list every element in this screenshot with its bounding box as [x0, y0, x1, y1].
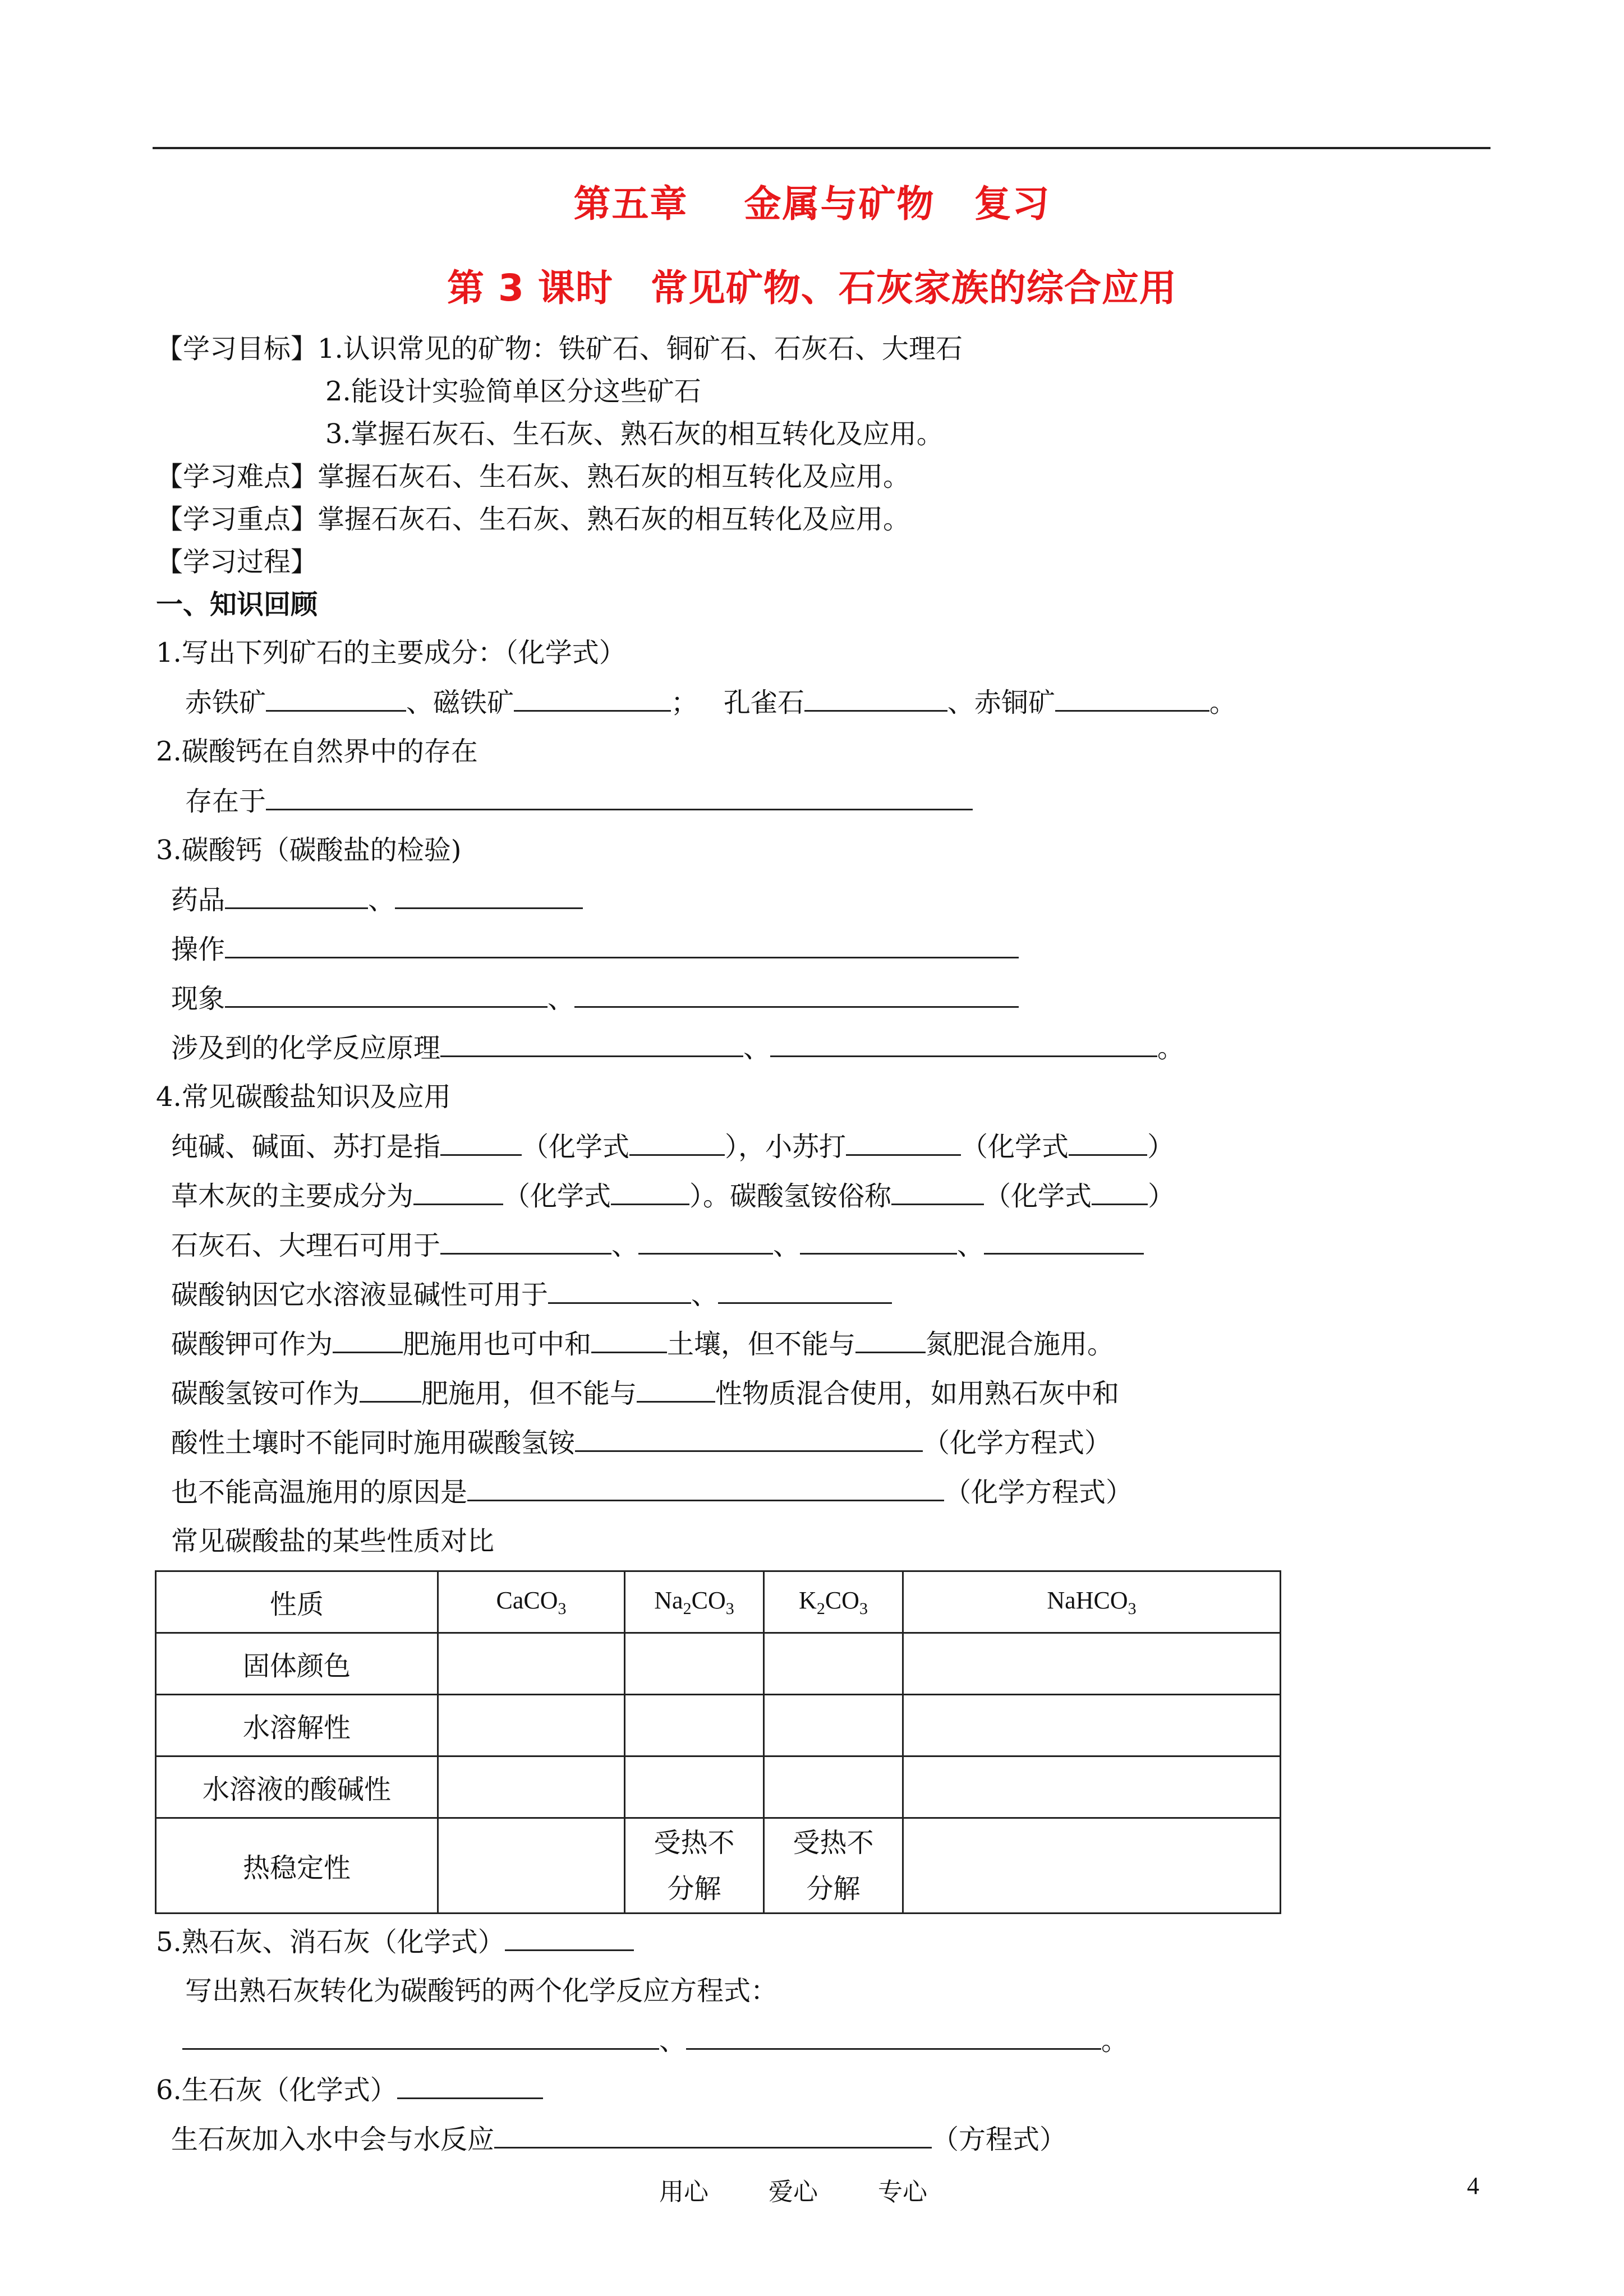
footer-word-2: 爱心: [769, 2178, 818, 2206]
q3-principle: 涉及到的化学反应原理 、 。: [171, 1031, 1184, 1065]
q2-line: 存在于: [185, 784, 973, 818]
header-property: 性质: [156, 1571, 438, 1633]
blank-soda-name[interactable]: [440, 1129, 522, 1156]
cell[interactable]: [903, 1756, 1281, 1818]
carbonate-properties-table: [155, 1570, 1281, 1914]
blank-potash-formula[interactable]: [611, 1179, 689, 1205]
blank-equation-heat[interactable]: [467, 1475, 944, 1501]
cell[interactable]: [903, 1633, 1281, 1695]
footer-word-3: 专心: [878, 2178, 927, 2206]
cell[interactable]: [903, 1818, 1281, 1914]
blank-phenomenon-1[interactable]: [225, 981, 548, 1008]
q5-equations: 、 。: [182, 2023, 1128, 2058]
blank-equation-lime[interactable]: [575, 1426, 923, 1452]
q1-answers: 赤铁矿 、磁铁矿 ； 孔雀石 、赤铜矿 。: [185, 685, 1236, 720]
row-label-acidity: 水溶液的酸碱性: [156, 1756, 438, 1818]
section-knowledge-review: 一、知识回顾: [156, 589, 318, 620]
blank-nitrogen-type[interactable]: [855, 1327, 926, 1353]
blank-equation-1[interactable]: [182, 2023, 659, 2050]
blank-slaked-lime-formula[interactable]: [505, 1925, 634, 1951]
q5-subtitle: 写出熟石灰转化为碳酸钙的两个化学反应方程式：: [185, 1975, 778, 2007]
blank-drug-2[interactable]: [395, 883, 583, 909]
table-header-row: [156, 1571, 1281, 1633]
chapter-number: 第五章: [573, 182, 688, 225]
blank-ammonium-formula[interactable]: [1092, 1179, 1148, 1205]
row-label-color: 固体颜色: [156, 1633, 438, 1695]
q5-title: 5.熟石灰、消石灰（化学式）: [156, 1925, 634, 1959]
q3-operation: 操作: [171, 932, 1019, 966]
key-point-line: 【学习重点】掌握石灰石、生石灰、熟石灰的相互转化及应用。: [156, 504, 910, 535]
q4-line-ammonium-bicarbonate: 碳酸氢铵可作为 肥施用，但不能与 性物质混合使用，如用熟石灰中和: [171, 1376, 1119, 1410]
q4-line-sodium-carbonate: 碳酸钠因它水溶液显碱性可用于 、: [171, 1278, 892, 1312]
blank-na2co3-use-1[interactable]: [548, 1278, 691, 1304]
q4-line-acid-soil: 酸性土壤时不能同时施用碳酸氢铵 （化学方程式）: [171, 1426, 1111, 1460]
footer-word-1: 用心: [659, 2178, 709, 2206]
blank-nh4hco3-fertilizer[interactable]: [360, 1376, 421, 1403]
header-k2co3: $K_2CO_3$: [764, 1571, 903, 1633]
blank-ammonium-name[interactable]: [891, 1179, 984, 1205]
blank-soda-formula[interactable]: [629, 1129, 725, 1156]
q3-drugs: 药品 、: [171, 883, 583, 917]
cell-na2co3-heat: 受热不 分解: [625, 1818, 764, 1914]
q4-line-potassium-carbonate: 碳酸钾可作为 肥施用也可中和 土壤，但不能与 氮肥混合施用。: [171, 1327, 1114, 1361]
blank-operation[interactable]: [225, 932, 1019, 958]
q6-line: 生石灰加入水中会与水反应 （方程式）: [171, 2122, 1066, 2156]
objectives-line-1: 【学习目标】1.认识常见的矿物：铁矿石、铜矿石、石灰石、大理石: [156, 333, 963, 365]
cell[interactable]: [438, 1633, 625, 1695]
cell[interactable]: [625, 1633, 764, 1695]
cell[interactable]: [438, 1756, 625, 1818]
blank-malachite[interactable]: [804, 685, 947, 712]
q4-line-potash: 草木灰的主要成分为 （化学式 ）。碳酸氢铵俗称 （化学式 ）: [171, 1179, 1175, 1213]
row-label-thermal-stability: 热稳定性: [156, 1818, 438, 1914]
cell[interactable]: [764, 1695, 903, 1756]
q3-phenomenon: 现象 、: [171, 981, 1019, 1016]
table-row: [156, 1756, 1281, 1818]
objectives-line-3: 3.掌握石灰石、生石灰、熟石灰的相互转化及应用。: [325, 418, 944, 450]
table-row: [156, 1818, 1281, 1914]
cell[interactable]: [764, 1633, 903, 1695]
q4-title: 4.常见碳酸盐知识及应用: [156, 1081, 451, 1113]
blank-use-4[interactable]: [984, 1228, 1144, 1255]
blank-substance-type[interactable]: [637, 1376, 715, 1403]
blank-baking-soda-formula[interactable]: [1069, 1129, 1147, 1156]
chapter-name: 金属与矿物: [744, 182, 935, 225]
cell[interactable]: [438, 1695, 625, 1756]
table-row: [156, 1695, 1281, 1756]
page-number: 4: [1467, 2172, 1479, 2200]
blank-phenomenon-2[interactable]: [574, 981, 1019, 1008]
blank-quicklime-equation[interactable]: [494, 2122, 932, 2149]
cell[interactable]: [625, 1756, 764, 1818]
blank-hematite[interactable]: [266, 685, 406, 712]
blank-equation-2[interactable]: [686, 2023, 1101, 2050]
blank-cuprite[interactable]: [1055, 685, 1209, 712]
header-na2co3: $Na_2CO_3$: [625, 1571, 764, 1633]
chapter-review: 复习: [974, 182, 1051, 225]
q1-title: 1.写出下列矿石的主要成分：（化学式）: [156, 637, 626, 668]
blank-soil-type[interactable]: [591, 1327, 667, 1353]
cell[interactable]: [625, 1695, 764, 1756]
q4-table-caption: 常见碳酸盐的某些性质对比: [171, 1525, 495, 1557]
blank-magnetite[interactable]: [514, 685, 671, 712]
q4-line-limestone: 石灰石、大理石可用于 、 、 、: [171, 1228, 1144, 1262]
blank-calcium-carbonate-occurrence[interactable]: [266, 784, 973, 810]
q3-title: 3.碳酸钙（碳酸盐的检验): [156, 835, 462, 866]
table-row: [156, 1633, 1281, 1695]
difficulty-line: 【学习难点】掌握石灰石、生石灰、熟石灰的相互转化及应用。: [156, 461, 910, 492]
cell[interactable]: [438, 1818, 625, 1914]
header-nahco3: NaHCO$_3$: [903, 1571, 1281, 1633]
cell[interactable]: [903, 1695, 1281, 1756]
blank-use-3[interactable]: [800, 1228, 957, 1255]
chapter-title: [0, 174, 1624, 227]
header-caco3: CaCO$_3$: [438, 1571, 625, 1633]
header-rule: [153, 147, 1490, 149]
blank-use-1[interactable]: [440, 1228, 611, 1255]
blank-na2co3-use-2[interactable]: [718, 1278, 892, 1304]
blank-potash[interactable]: [413, 1179, 503, 1205]
cell[interactable]: [764, 1756, 903, 1818]
blank-drug-1[interactable]: [225, 883, 368, 909]
blank-principle-2[interactable]: [770, 1031, 1157, 1057]
blank-use-2[interactable]: [638, 1228, 773, 1255]
q2-title: 2.碳酸钙在自然界中的存在: [156, 736, 478, 767]
q6-title: 6.生石灰（化学式）: [156, 2073, 543, 2107]
lesson-title: 第 3 课时 常见矿物、石灰家族的综合应用: [447, 266, 1177, 310]
blank-quicklime-formula[interactable]: [397, 2073, 543, 2099]
q4-line-soda: 纯碱、碱面、苏打是指 （化学式 ），小苏打 （化学式 ）: [171, 1129, 1174, 1164]
row-label-solubility: 水溶解性: [156, 1695, 438, 1756]
process-label: 【学习过程】: [156, 546, 318, 578]
q4-line-high-temp: 也不能高温施用的原因是 （化学方程式）: [171, 1475, 1133, 1509]
cell-k2co3-heat: 受热不 分解: [764, 1818, 903, 1914]
objectives-line-2: 2.能设计实验简单区分这些矿石: [325, 376, 701, 407]
blank-k2co3-fertilizer[interactable]: [333, 1327, 403, 1353]
blank-principle-1[interactable]: [440, 1031, 743, 1057]
blank-baking-soda[interactable]: [846, 1129, 961, 1156]
